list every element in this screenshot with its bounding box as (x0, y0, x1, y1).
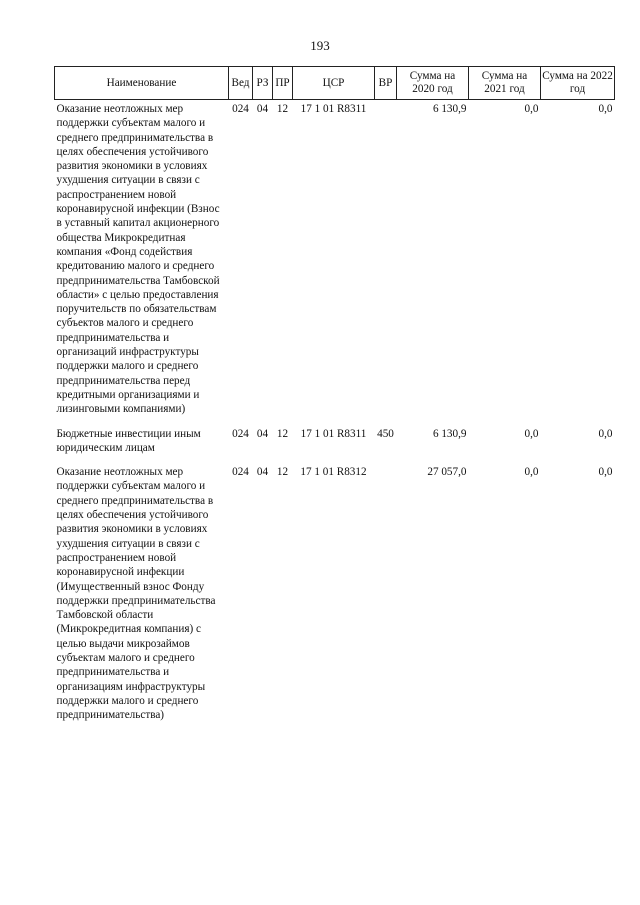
row-name: Бюджетные инвестиции иным юридическим лицам (56, 427, 201, 454)
header-rz: РЗ (253, 67, 273, 100)
row-sum-2021: 0,0 (524, 466, 539, 479)
row-pr: 12 (276, 103, 289, 115)
table-row (55, 417, 615, 456)
row-pr: 12 (276, 466, 289, 479)
row-vr (375, 455, 397, 722)
row-vr (375, 100, 397, 417)
table-row (55, 455, 615, 722)
budget-table (54, 66, 615, 722)
row-ved: 024 (232, 466, 249, 479)
header-ved: Вед (229, 67, 253, 100)
row-csr: 17 1 01 R8312 (300, 466, 367, 479)
header-name: Наименование (55, 67, 229, 100)
row-sum-2021: 0,0 (524, 427, 539, 440)
row-sum-2022: 0,0 (598, 103, 613, 115)
row-vr: 450 (377, 427, 394, 440)
row-sum-2022: 0,0 (598, 466, 613, 479)
row-name: Оказание неотложных мер поддержки субъектам малого и среднего предпринимательства в целях обеспечения устойчивого развития экономики в условиях ухудшения ситуации в связи с распространением новой коронавирусной инфекции (Взнос в уставный капитал акционерного общества Микрокредитная компания «Фонд содействия кредитованию малого и среднего предпринимательства Тамбовской области» с целью предоставления поручительств по обязательствам субъектов малого и среднего предпринимательства и организаций инфраструктуры поддержки малого и среднего предпринимательства перед кредитными организациями и лизинговыми компаниями) (56, 103, 220, 416)
row-rz: 04 (256, 103, 269, 115)
header-sum-2022: Сумма на 2022 год (541, 67, 615, 100)
row-sum-2020: 6 130,9 (432, 103, 467, 115)
row-ved: 024 (232, 427, 249, 440)
row-sum-2021: 0,0 (524, 103, 539, 115)
row-sum-2022: 0,0 (598, 427, 613, 440)
header-pr: ПР (273, 67, 293, 100)
row-pr: 12 (276, 427, 289, 440)
row-ved: 024 (232, 103, 249, 115)
header-sum-2021: Сумма на 2021 год (469, 67, 541, 100)
header-vr: ВР (375, 67, 397, 100)
row-rz: 04 (256, 427, 269, 440)
row-rz: 04 (256, 466, 269, 479)
row-name: Оказание неотложных мер поддержки субъектам малого и среднего предпринимательства в целях обеспечения устойчивого развития экономики в условиях ухудшения ситуации в связи с распространением новой коронавирусной инфекции (Имущественный взнос Фонду поддержки предпринимательства Тамбовской области (Микрокредитная компания) с целью выдачи микрозаймов субъектам малого и среднего предпринимательства и организациям инфраструктуры поддержки малого и среднего предпринимательства) (56, 466, 216, 722)
row-csr: 17 1 01 R8311 (300, 427, 367, 440)
header-sum-2020: Сумма на 2020 год (397, 67, 469, 100)
table-header-row (55, 67, 615, 100)
row-sum-2020: 27 057,0 (427, 466, 467, 479)
table-row (55, 100, 615, 417)
header-csr: ЦСР (293, 67, 375, 100)
row-sum-2020: 6 130,9 (432, 427, 467, 440)
row-csr: 17 1 01 R8311 (300, 103, 367, 115)
page-number: 193 (310, 38, 330, 53)
